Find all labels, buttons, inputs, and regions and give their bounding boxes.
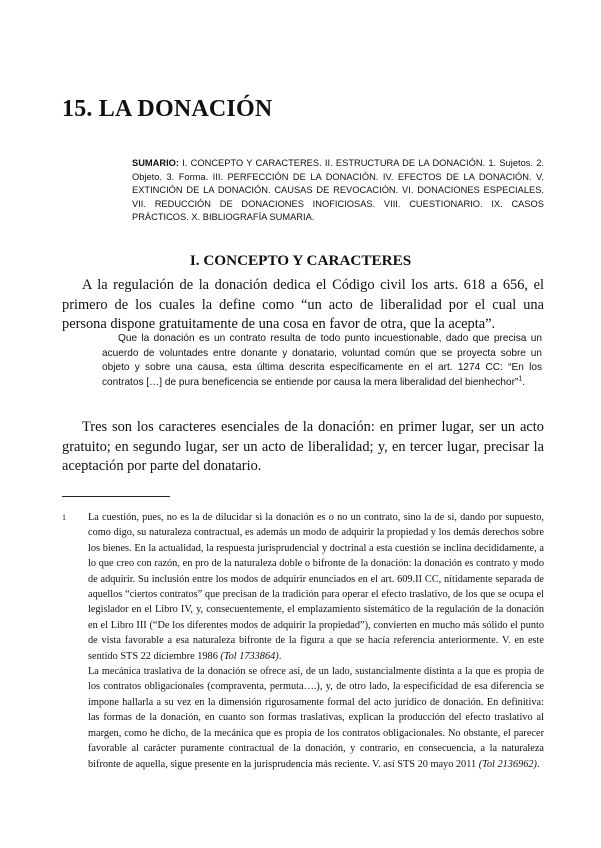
footnote-number: 1 — [62, 513, 66, 522]
footnote-paragraph-1 — [88, 510, 544, 664]
footnote — [62, 510, 544, 772]
paragraph-definition: A la regulación de la donación dedica el Código civil los arts. 618 a 656, el primero de los cuales la define como “un acto de liberalidad por el cual una persona dispone gratuitamente de una cosa en favor de otra, que la acepta”. — [62, 277, 544, 333]
citation-tol-1733864: (Tol 1733864) — [220, 650, 279, 662]
summary-label: SUMARIO: — [132, 158, 179, 168]
section-title: I. CONCEPTO Y CARACTERES — [189, 252, 412, 269]
chapter-summary — [132, 157, 544, 225]
summary-text: I. CONCEPTO Y CARACTERES. II. ESTRUCTURA DE LA DONACIÓN. 1. Sujetos. 2. Objeto. 3. Forma. III. PERFECCIÓN DE LA DONACIÓN. IV. EFECTOS DE LA DONACIÓN. V. EXTINCIÓN DE LA DONACIÓN. CAUSAS DE REVOCACIÓN. VI. DONACIONES ESPECIALES. VII. REDUCCIÓN DE DONACIONES INOFICIOSAS. VIII. CUESTIONARIO. IX. CASOS PRÁCTICOS. X. BIBLIOGRAFÍA SUMARIA. — [132, 158, 544, 223]
footnote-paragraph-1-text: La cuestión, pues, no es la de dilucidar si la donación es o no un contrato, sino la de si, dando por supuesto, como digo, su naturaleza contractual, es además un modo de adquirir la propiedad y los demás derechos sobre los bienes. En la actualidad, la respuesta jurisprudencial y doctrinal a esta cuestión se inclina decididamente, a lo que creo con razón, en pro de la naturaleza doble o bifronte de la donación: la donación es contrato y modo de adquirir. Su inclusión entre los modos de adquirir enunciados en el art. 609.II CC, nítidamente separada de aquellos “ciertos contratos” que precisan de la tradición para operar el efecto traslativo, de los que se ocupa el legislador en el Libro IV, y, consecuentemente, el emplazamiento sistemático de la regulación de la donación en el Libro III (“De los diferentes modos de adquirir la propiedad”), convierten en mucho más sólido el punto de vista favorable a esa naturaleza bifronte de la figura a que se hacía referencia anteriormente. V. en este sentido STS 22 diciembre 1986 — [88, 512, 544, 662]
footnote-body — [88, 510, 544, 772]
contract-note-end: . — [522, 376, 526, 388]
chapter-title: 15. LA DONACIÓN — [62, 96, 273, 122]
footnote-reference[interactable]: 1 — [518, 375, 523, 383]
paragraph-contract-note — [102, 332, 542, 390]
paragraph-characteristics: Tres son los caracteres esenciales de la donación: en primer lugar, ser un acto gratuito; en segundo lugar, ser un acto de liberalidad; y, en tercer lugar, precisar la aceptación por parte del donatario. — [62, 419, 544, 475]
citation-tol-2136962: (Tol 2136962) — [478, 758, 537, 770]
footnote-paragraph-1-end: . — [278, 650, 282, 662]
contract-note-text: Que la donación es un contrato resulta de todo punto incuestionable, dado que precisa un acuerdo de voluntades entre donante y donatario, voluntad común que se proyecta sobre un objeto y sobre una causa, esta última descrita específicamente en el art. 1274 CC: “En los contratos […] de pura beneficencia se entiende por causa la mera liberalidad del bienhechor” — [102, 333, 542, 388]
footnote-divider — [62, 496, 170, 497]
footnote-paragraph-2 — [88, 664, 544, 772]
footnote-paragraph-2-end: . — [536, 758, 540, 770]
footnote-paragraph-2-text: La mecánica traslativa de la donación se ofrece así, de un lado, sustancialmente distinta a la que es propia de los contratos obligacionales (compraventa, permuta….), y, de otro lado, la especificidad de esa diferencia se impone hallarla a su vez en la dimensión rigurosamente formal del acto jurídico de donación. En definitiva: las formas de la donación, en cuanto son formas traslativas, explican la producción del efecto traslativo al margen, como he dicho, de la mecánica que es propia de los contratos obligacionales. No obstante, el parecer favorable al carácter puramente contractual de la donación, y contrario, en consecuencia, a la naturaleza bifronte de aquella, sigue presente en la jurisprudencia más reciente. V. así STS 20 mayo 2011 — [88, 666, 544, 770]
